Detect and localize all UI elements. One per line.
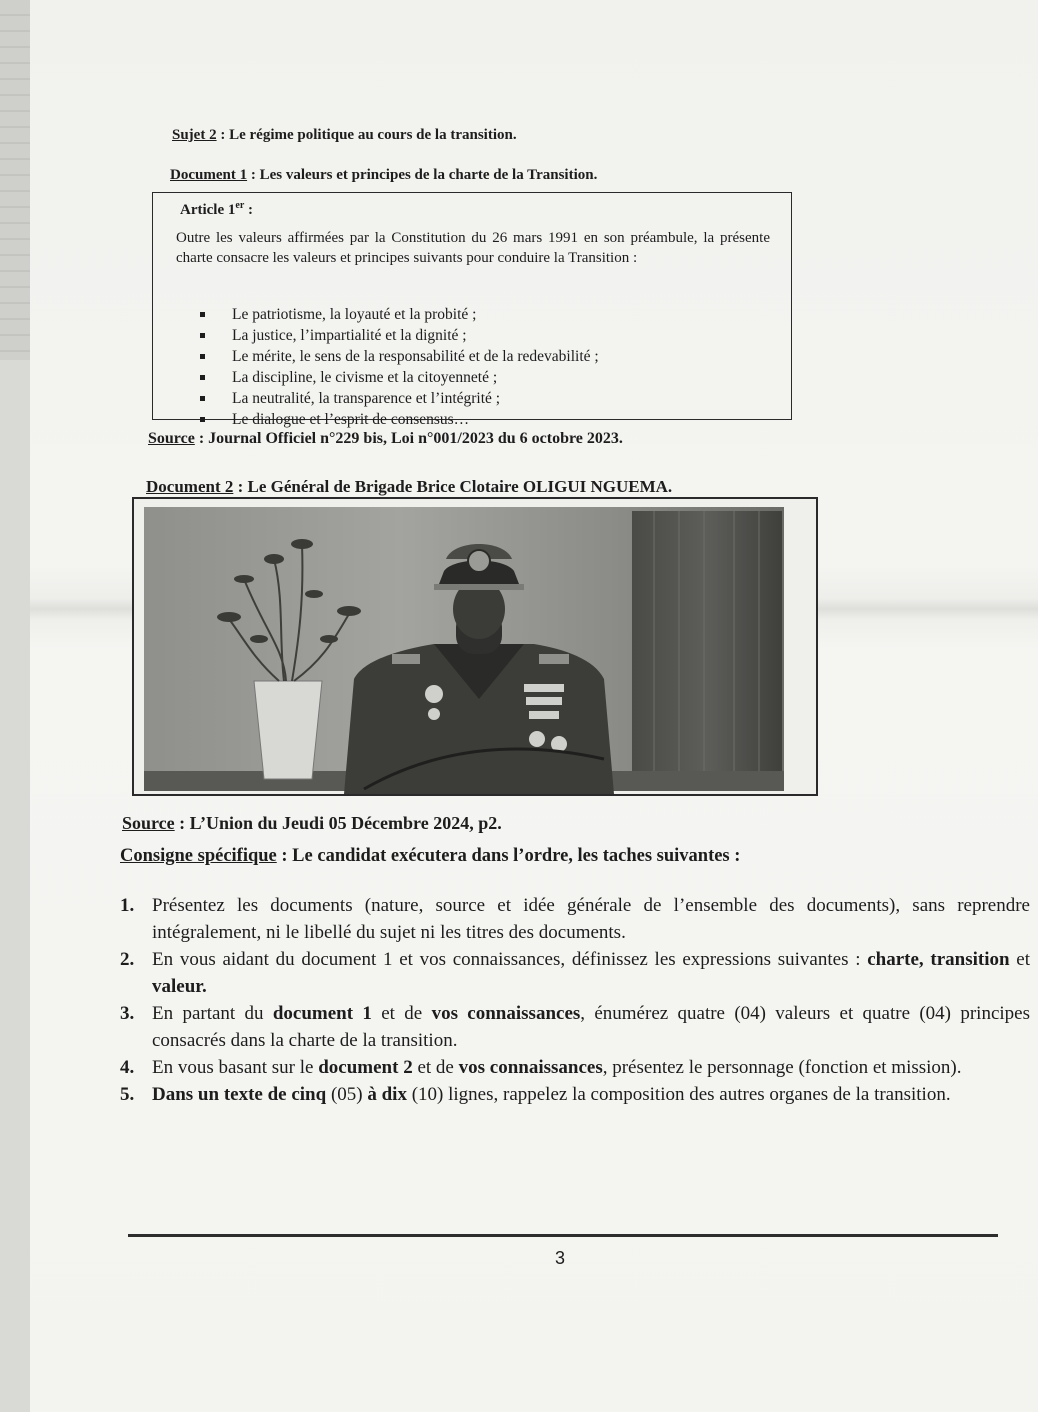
subject-heading [172, 127, 517, 144]
task-text-segment: et [1009, 949, 1030, 970]
task-number: 4. [120, 1057, 135, 1078]
tasks-list [100, 892, 1030, 1108]
list-item: Le mérite, le sens de la responsabilité et de la redevabilité ; [200, 346, 599, 367]
article-main: Article 1 [180, 202, 236, 218]
task-text-segment: , énumérez quatre (04) valeurs et quatre (04) principes consacrés dans la charte de la transition. [152, 1003, 1030, 1051]
task-text-segment: valeur. [152, 976, 207, 997]
article-intro: Outre les valeurs affirmées par la Constitution du 26 mars 1991 en son préambule, la présente charte consacre les valeurs et principes suivants pour conduire la Transition : [176, 230, 770, 266]
task-text [152, 949, 1030, 997]
task-number: 2. [120, 949, 135, 970]
article-heading [180, 200, 253, 219]
document2-source [122, 813, 502, 834]
task-text-segment: document 2 [318, 1057, 413, 1078]
document1-heading [170, 167, 597, 184]
instructions-heading [120, 846, 740, 867]
task-text-segment: Présentez les documents (nature, source et idée générale de l’ensemble des documents), sans reprendre intégralement, ni le libellé du sujet ni les titres des documents. [152, 895, 1030, 943]
task-text-segment: vos connaissances [458, 1057, 603, 1078]
document1-label: Document 1 [170, 167, 248, 183]
task-text-segment: charte, transition [867, 949, 1010, 970]
task-text [152, 1084, 951, 1105]
values-list [200, 304, 599, 430]
task-text [152, 1003, 1030, 1051]
document2-heading [146, 477, 672, 497]
article-colon: : [244, 202, 254, 218]
instructions-label: Consigne spécifique [120, 846, 277, 866]
list-item: La neutralité, la transparence et l’intégrité ; [200, 388, 599, 409]
task-text-segment: (05) [326, 1084, 368, 1105]
page-number: 3 [555, 1248, 566, 1268]
task-text-segment: et de [371, 1003, 432, 1024]
task-text [152, 895, 1030, 943]
task-text-segment: (10) lignes, rappelez la composition des autres organes de la transition. [406, 1084, 951, 1105]
footer-divider [128, 1234, 998, 1237]
subject-title: : Le régime politique au cours de la transition. [216, 127, 517, 143]
task-number: 1. [120, 895, 135, 916]
task-text-segment: , présentez le personnage (fonction et mission). [602, 1057, 962, 1078]
instructions-text: : Le candidat exécutera dans l’ordre, les taches suivantes : [276, 846, 741, 866]
list-item: Le dialogue et l’esprit de consensus… [200, 409, 599, 430]
list-item: La justice, l’impartialité et la dignité ; [200, 325, 599, 346]
task-text-segment: En vous basant sur le [152, 1057, 319, 1078]
subject-label: Sujet 2 [172, 127, 217, 143]
task-text [152, 1057, 962, 1078]
task-number: 5. [120, 1084, 135, 1105]
document2-photo [132, 497, 818, 796]
list-item: Le patriotisme, la loyauté et la probité ; [200, 304, 599, 325]
general-portrait-photo [134, 499, 816, 794]
document1-source-label: Source [148, 430, 195, 447]
list-item: La discipline, le civisme et la citoyenneté ; [200, 367, 599, 388]
task-text-segment: En partant du [152, 1003, 273, 1024]
article-sup: er [235, 200, 245, 211]
task-text-segment: Dans un texte de cinq [152, 1084, 327, 1105]
document1-source [148, 430, 623, 448]
task-item [100, 1054, 1030, 1081]
task-item [100, 1081, 1030, 1108]
task-item [100, 946, 1030, 1000]
document1-title: : Les valeurs et principes de la charte de la Transition. [247, 167, 598, 183]
task-text-segment: document 1 [272, 1003, 372, 1024]
document2-label: Document 2 [146, 477, 234, 496]
document2-source-label: Source [122, 813, 175, 833]
document2-source-text: : L’Union du Jeudi 05 Décembre 2024, p2. [174, 813, 502, 833]
task-text-segment: vos connaissances [431, 1003, 581, 1024]
task-item [100, 1000, 1030, 1054]
task-item [100, 892, 1030, 946]
document2-title: : Le Général de Brigade Brice Clotaire OLIGUI NGUEMA. [233, 477, 673, 496]
task-text-segment: et de [412, 1057, 459, 1078]
document1-source-text: : Journal Officiel n°229 bis, Loi n°001/2023 du 6 octobre 2023. [194, 430, 623, 447]
task-number: 3. [120, 1003, 135, 1024]
task-text-segment: à dix [367, 1084, 407, 1105]
task-text-segment: En vous aidant du document 1 et vos connaissances, définissez les expressions suivantes : [152, 949, 868, 970]
underlying-page-edge [0, 0, 30, 360]
